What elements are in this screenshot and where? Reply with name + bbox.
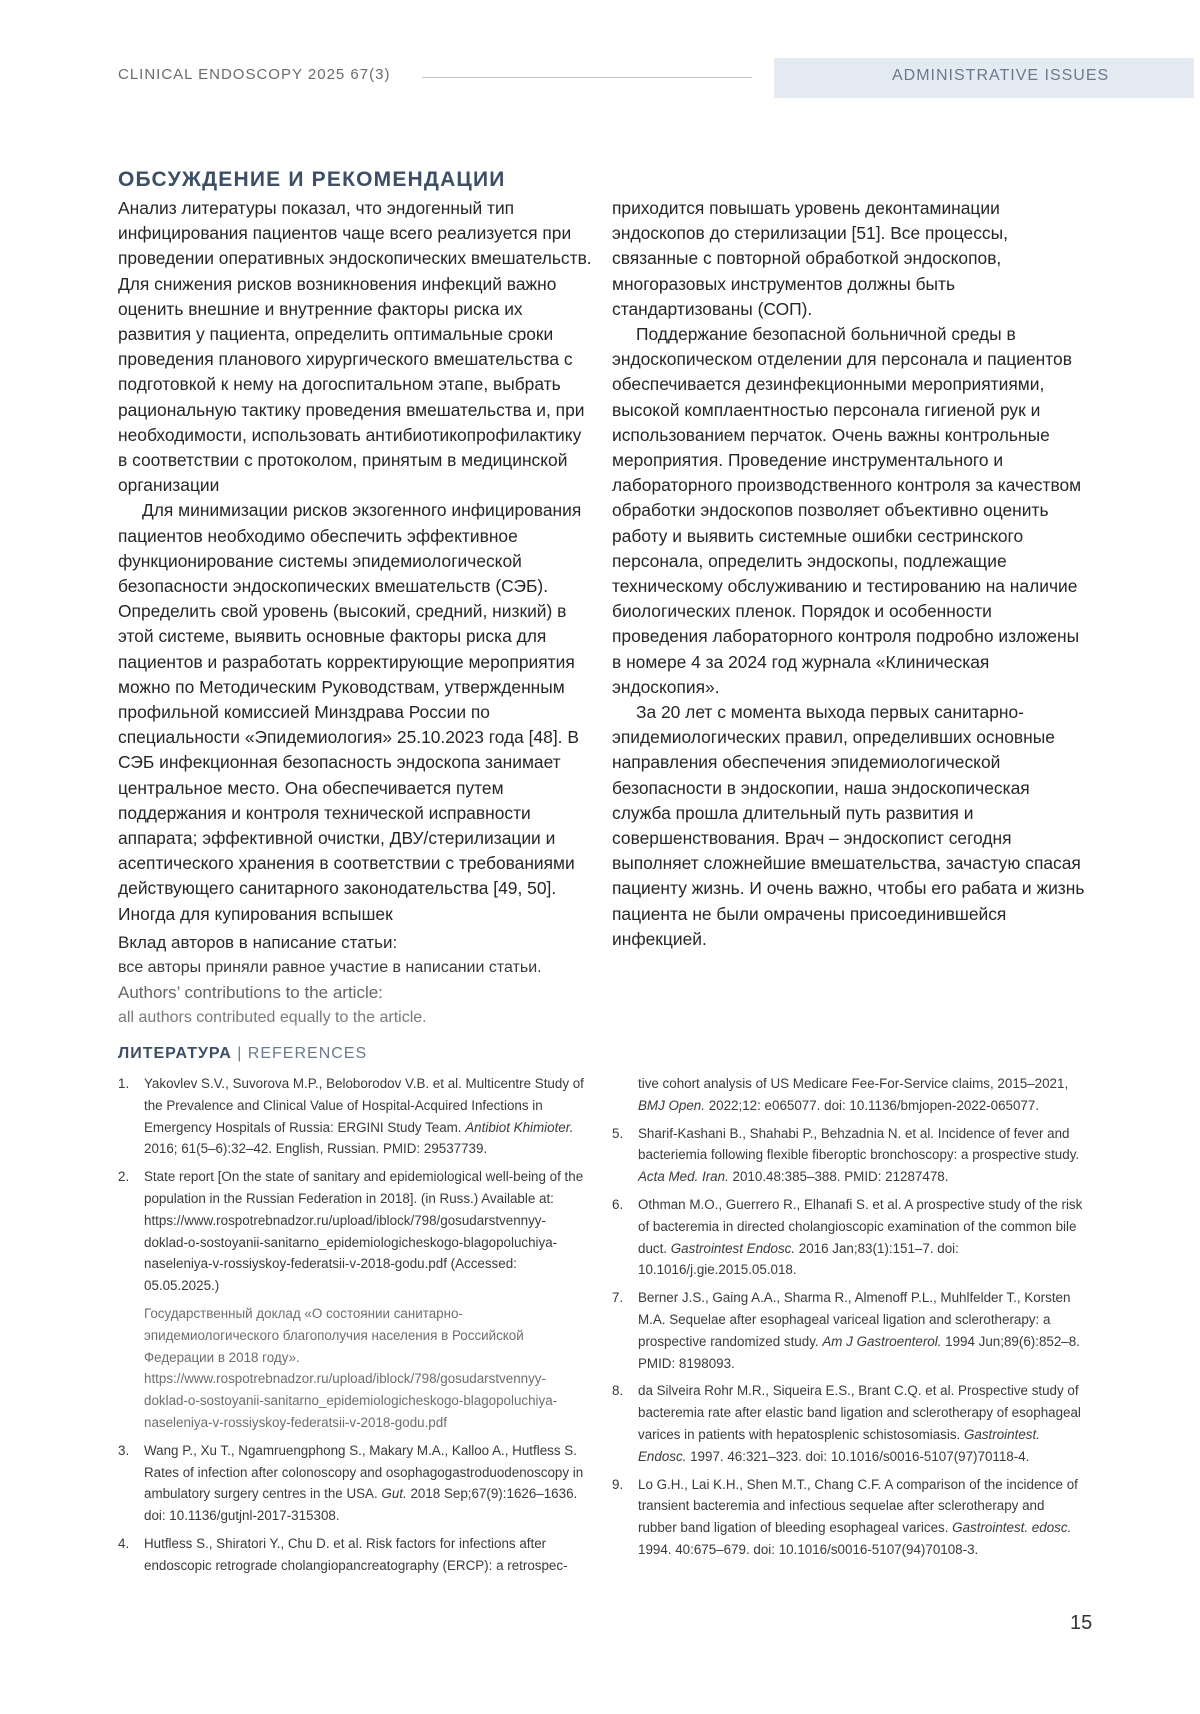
reference-number: 7. [612, 1290, 624, 1306]
body-column-right [612, 196, 1086, 952]
references-heading-ru: ЛИТЕРАТУРА [118, 1045, 232, 1062]
reference-item [612, 1287, 1086, 1374]
reference-number: 2. [118, 1169, 130, 1185]
reference-journal: Am J Gastroenterol. [822, 1333, 942, 1349]
header-section: ADMINISTRATIVE ISSUES [892, 67, 1110, 84]
reference-number: 5. [612, 1125, 624, 1141]
reference-details: 1997. 46:321–323. doi: 10.1016/s0016-5107(97)70118-4. [686, 1448, 1030, 1464]
reference-journal: Antibiot Khimioter. [465, 1119, 574, 1135]
reference-text: tive cohort analysis of US Medicare Fee-For-Service claims, 2015–2021, [638, 1076, 1069, 1091]
reference-details: 2018 Sep;67(9):1626–1636. doi: 10.1136/gutjnl-2017-315308. [144, 1486, 578, 1524]
reference-details: 2022;12: e065077. doi: 10.1136/bmjopen-2022-065077. [704, 1097, 1040, 1113]
reference-item [612, 1474, 1086, 1561]
references-heading [118, 1045, 367, 1063]
reference-number: 6. [612, 1196, 624, 1212]
reference-details: 2016; 61(5–6):32–42. English, Russian. PMID: 29537739. [144, 1141, 488, 1157]
header-journal: CLINICAL ENDOSCOPY 2025 67(3) [118, 66, 391, 83]
body-paragraph: Поддержание безопасной больничной среды в эндоскопическом отделении для персонала и пациентов обеспечивается дезинфекционными мероприятиями, высокой комплаентностью персонала гигиеной рук и использованием перчаток. Очень важны контрольные мероприятия. Проведение инструментального и лабораторного производственного контроля за качеством обработки эндоскопов позволяет объективно оценить работу и выявить системные ошибки сестринского персонала, определить эндоскопы, подлежащие техническому обслуживанию и тестированию на наличие биологических пленок. Порядок и особенности проведения лабораторного контроля подробно изложены в номере 4 за 2024 год журнала «Клиническая эндоскопия». [612, 324, 1082, 697]
reference-number: 1. [118, 1076, 130, 1091]
reference-continuation [612, 1073, 1086, 1117]
reference-journal: BMJ Open. [638, 1097, 705, 1113]
page-number: 15 [1070, 1612, 1093, 1634]
reference-text: Hutfless S., Shiratori Y., Chu D. et al. Risk factors for infections after endoscopic retrograde cholangiopancreatography (ERCP): a retrospec- [144, 1535, 568, 1573]
references-column-right [612, 1073, 1086, 1567]
reference-text: Yakovlev S.V., Suvorova M.P., Beloborodov V.B. et al. Multicentre Study of the Prevalence and Clinical Value of Hospital-Acquired Infections in Emergency Hospitals of Russia: ERGINI Study Team. [144, 1076, 584, 1135]
body-paragraph: приходится повышать уровень деконтаминации эндоскопов до стерилизации [51]. Все процессы, связанные с повторной обработкой эндоскопов, многоразовых инструментов должны быть стандартизованы (СОП). [612, 198, 1008, 319]
reference-text: Sharif-Kashani B., Shahabi P., Behzadnia N. et al. Incidence of fever and bacteriemia following flexible fiberoptic bronchoscopy: a prospective study. [638, 1125, 1080, 1163]
reference-journal: Gastrointest Endosc. [670, 1240, 796, 1256]
reference-details: 2016 Jan;83(1):151–7. doi: 10.1016/j.gie.2015.05.018. [638, 1240, 959, 1278]
references-heading-en: REFERENCES [247, 1045, 368, 1062]
reference-text-ru: Государственный доклад «О состоянии санитарно-эпидемиологического благополучия населения в Российской Федерации в 2018 году». https://www.rospotrebnadzor.ru/upload/iblock/798/gosudarstvennyy-doklad-o-sostoyanii-sanitarno_epidemiologicheskogo-blagopoluchiya-naseleniya-v-rossiyskoy-federatsii-v-2018-godu.pdf [144, 1305, 558, 1430]
author-contributions [118, 930, 618, 1030]
reference-details: 2010.48:385–388. PMID: 21287478. [728, 1169, 949, 1185]
reference-text: Berner J.S., Gaing A.A., Sharma R., Almenoff P.L., Muhlfelder T., Korsten M.A. Sequelae after esophageal variceal ligation and sclerotherapy: a prospective randomized study. [638, 1290, 1071, 1349]
reference-text: Wang P., Xu T., Ngamruengphong S., Makary M.A., Kalloo A., Hutfless S. Rates of infection after colonoscopy and osophagogastroduodenoscopy in ambulatory surgery centres in the USA. [144, 1442, 584, 1502]
reference-item [118, 1533, 588, 1577]
references-heading-separator: | [231, 1045, 248, 1062]
section-title: ОБСУЖДЕНИЕ И РЕКОМЕНДАЦИИ [118, 168, 506, 191]
body-paragraph: Анализ литературы показал, что эндогенный тип инфицирования пациентов чаще всего реализуется при проведении оперативных эндоскопических вмешательств. Для снижения рисков возникновения инфекций важно оценить внешние и внутренние факторы риска их развития у пациента, определить оптимальные сроки проведения планового хирургического вмешательства с подготовкой к нему на догоспитальном этапе, выбрать рациональную тактику проведения вмешательства и, при необходимости, использовать антибиотикопрофилактику в соответствии с протоколом, принятым в медицинской организации [118, 198, 592, 496]
header-divider [422, 77, 752, 78]
references-column-left [118, 1073, 588, 1583]
reference-number: 4. [118, 1535, 130, 1551]
reference-item [118, 1073, 588, 1160]
reference-item [118, 1440, 588, 1527]
reference-details: 1994. 40:675–679. doi: 10.1016/s0016-5107(94)70108-3. [638, 1541, 979, 1557]
reference-number: 8. [612, 1383, 624, 1399]
contributions-heading-ru: Вклад авторов в написание статьи: [118, 933, 398, 952]
reference-number: 9. [612, 1476, 624, 1492]
reference-text: State report [On the state of sanitary and epidemiological well-being of the population in the Russian Federation in 2018]. (in Russ.) Available at: https://www.rospotrebnadzor.ru/upload/iblock/798/gosudarstvennyy-doklad-o-sostoyanii-sanitarno_epidemiologicheskogo-blagopoluchiya-naseleniya-v-rossiyskoy-federatsii-v-2018-godu.pdf (Accessed: 05.05.2025.) [144, 1169, 584, 1294]
reference-details: 1994 Jun;89(6):852–8. PMID: 8198093. [638, 1333, 1080, 1371]
reference-text: da Silveira Rohr M.R., Siqueira E.S., Brant C.Q. et al. Prospective study of bacteremia rate after elastic band ligation and sclerotherapy of esophageal varices in patients with hepatosplenic schistosomiasis. [638, 1383, 1081, 1442]
reference-item [612, 1123, 1086, 1188]
body-paragraph: Для минимизации рисков экзогенного инфицирования пациентов необходимо обеспечить эффективное функционирование системы эпидемиологической безопасности эндоскопических вмешательств (СЭБ). Определить свой уровень (высокий, средний, низкий) в этой системе, выявить основные факторы риска для пациентов и разработать корректирующие мероприятия можно по Методическим Руководствам, утвержденным профильной комиссией Минздрава России по специальности «Эпидемиология» 25.10.2023 года [48]. В СЭБ инфекционная безопасность эндоскопа занимает центральное место. Она обеспечивается путем поддержания и контроля технической исправности аппарата; эффективной очистки, ДВУ/стерилизации и асептического хранения в соответствии с требованиями действующего санитарного законодательства [49, 50]. Иногда для купирования вспышек [118, 500, 582, 924]
contributions-heading-en: Authors’ contributions to the article: [118, 983, 383, 1002]
reference-journal: Gastrointest. edosc. [952, 1520, 1072, 1536]
reference-item [612, 1380, 1086, 1467]
contributions-text-en: all authors contributed equally to the article. [118, 1009, 427, 1026]
reference-text: Lo G.H., Lai K.H., Shen M.T., Chang C.F. A comparison of the incidence of transient bacteremia and infectious sequelae after sclerotherapy and rubber band ligation of bleeding esophageal varices. [638, 1476, 1078, 1536]
contributions-text-ru: все авторы приняли равное участие в написании статьи. [118, 959, 542, 976]
reference-journal: Gastrointest. Endosc. [638, 1426, 1040, 1464]
reference-journal: Gut. [381, 1486, 407, 1502]
reference-text: Othman M.O., Guerrero R., Elhanafi S. et al. A prospective study of the risk of bacteremia in directed cholangioscopic examination of the common bile duct. [638, 1196, 1083, 1256]
reference-item [612, 1194, 1086, 1281]
reference-journal: Acta Med. Iran. [638, 1169, 729, 1185]
reference-number: 3. [118, 1442, 130, 1458]
header-section-band [774, 58, 1194, 98]
reference-item [118, 1166, 588, 1434]
body-paragraph: За 20 лет с момента выхода первых санитарно-эпидемиологических правил, определивших основные направления обеспечения эпидемиологической безопасности в эндоскопии, наша эндоскопическая служба прошла длительный путь развития и совершенствования. Врач – эндоскопист сегодня выполняет сложнейшие вмешательства, зачастую спасая пациенту жизнь. И очень важно, чтобы его рабата и жизнь пациента не были омрачены присоединившейся инфекцией. [612, 702, 1085, 949]
body-column-left [118, 196, 594, 927]
